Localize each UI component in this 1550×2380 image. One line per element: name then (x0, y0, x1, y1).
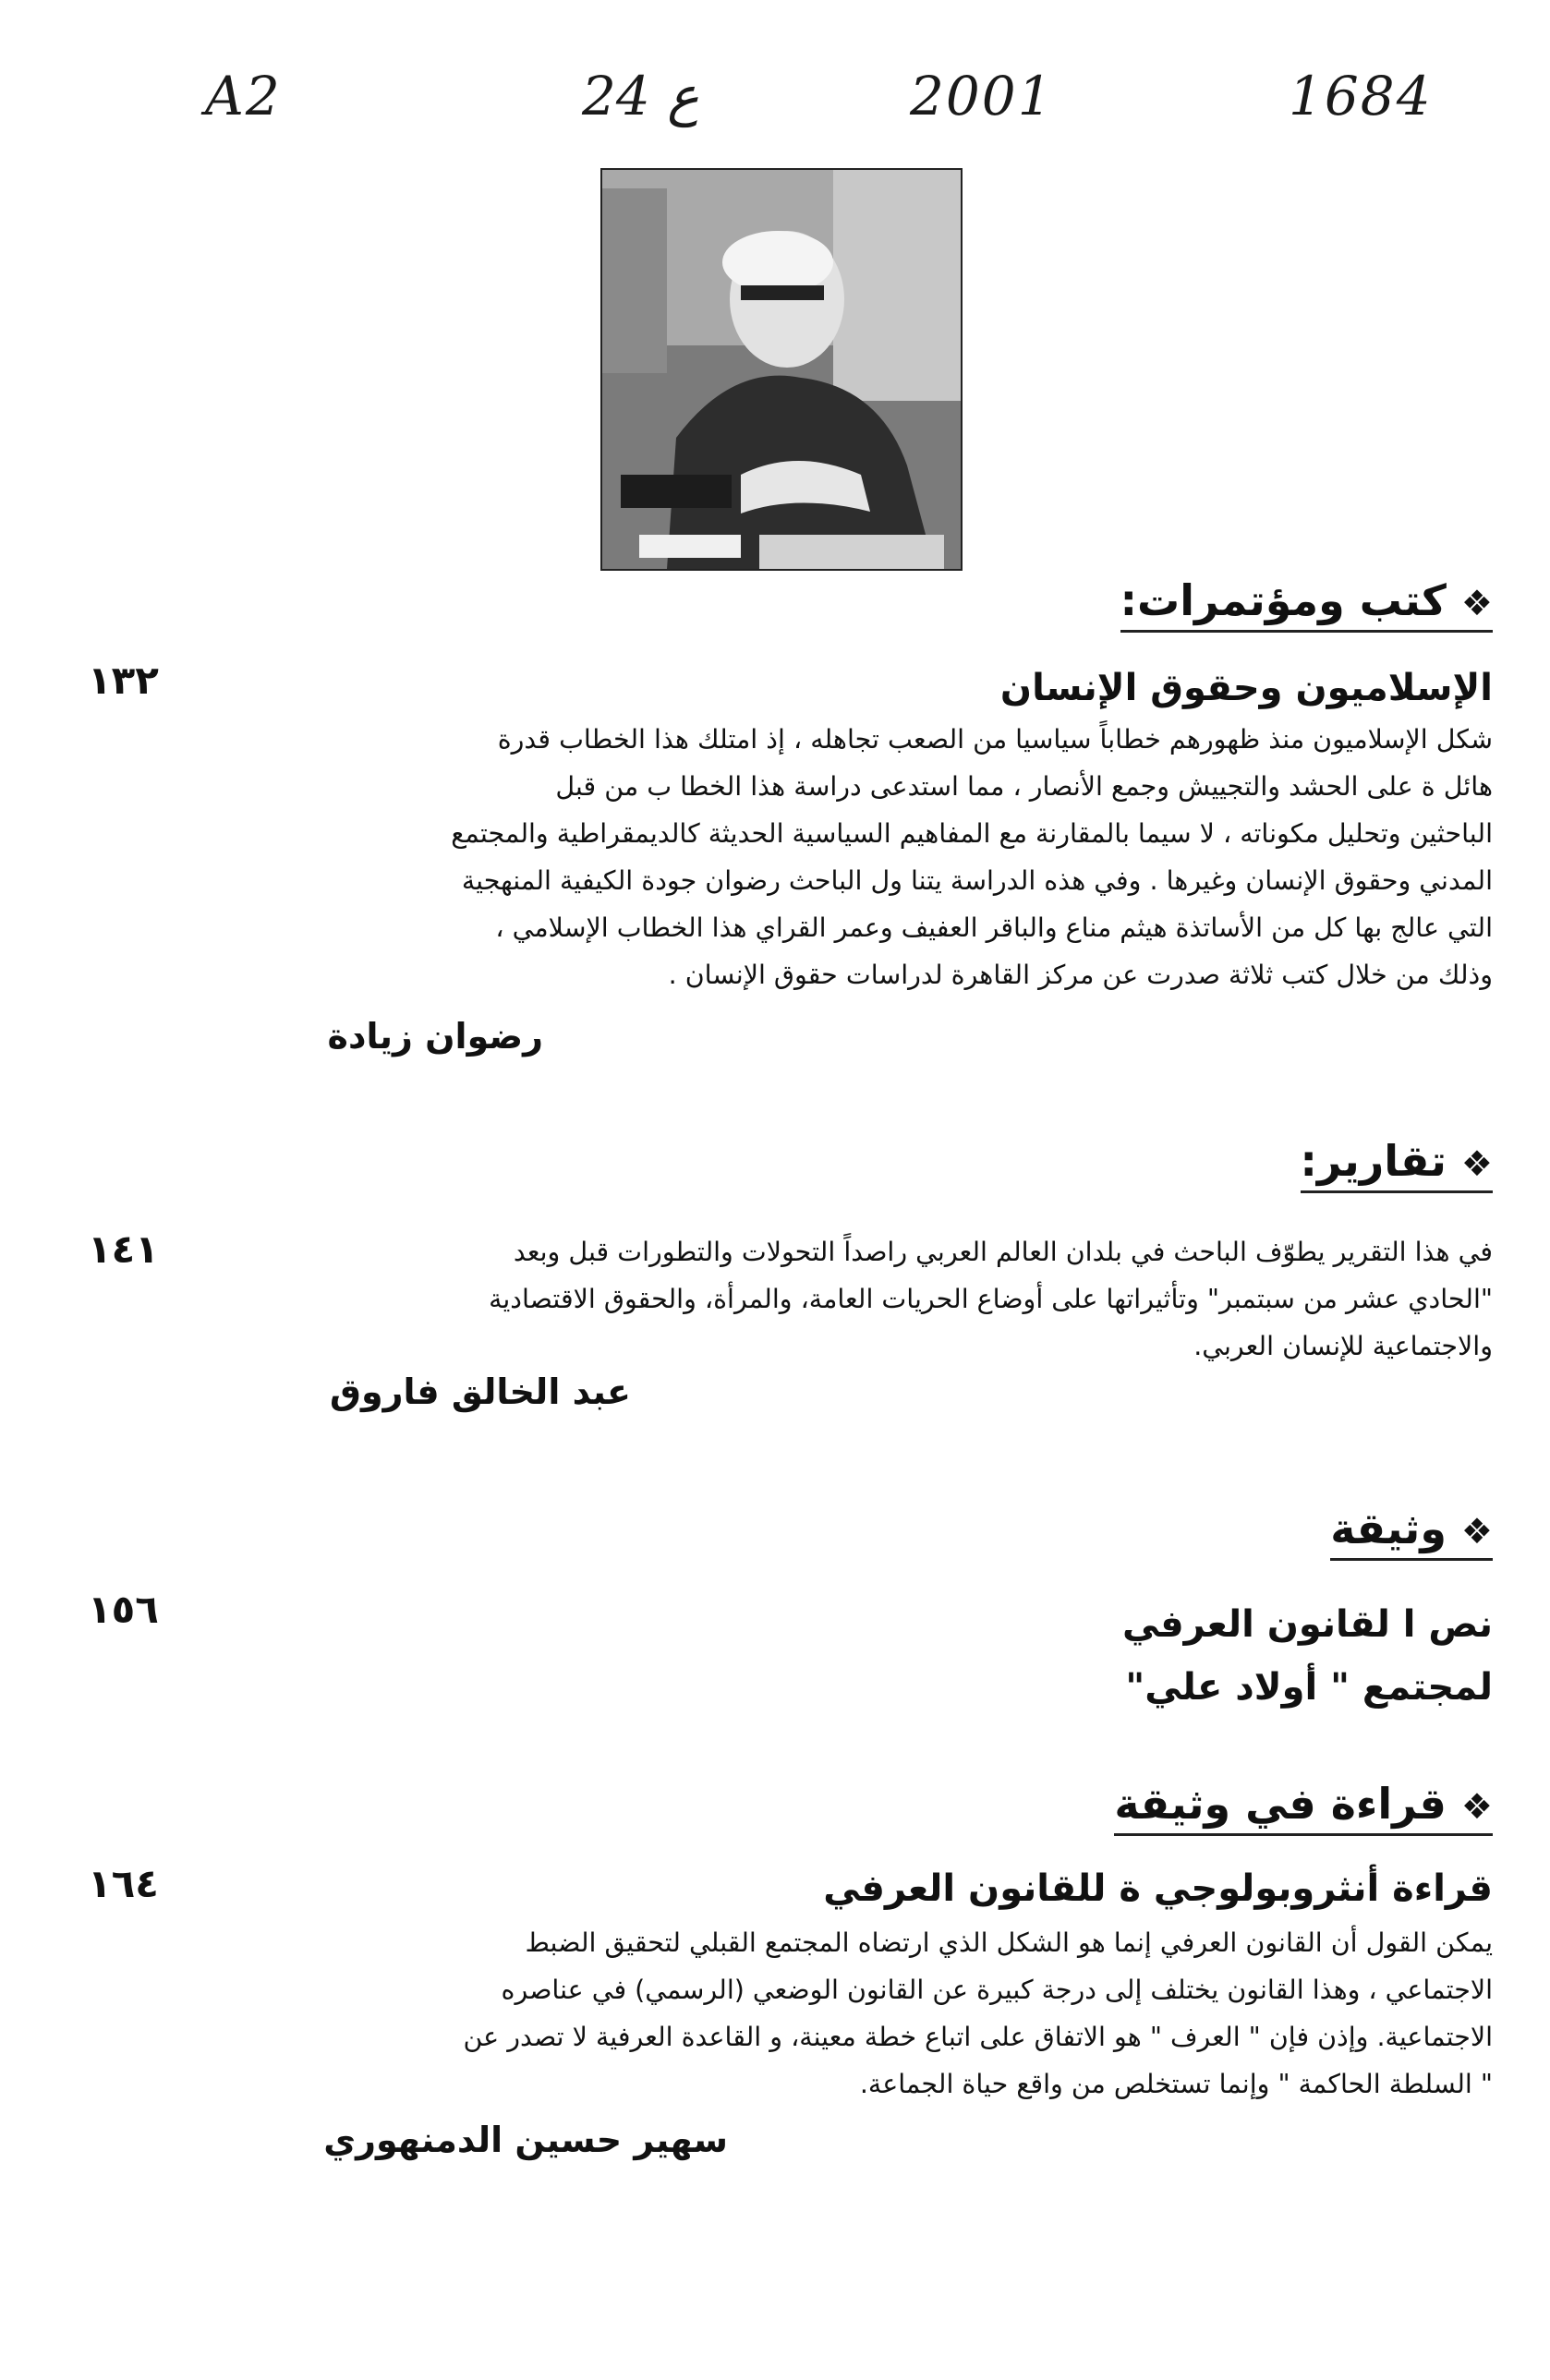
body-line: شكل الإسلاميون منذ ظهورهم خطاباً سياسيا من الصعب تجاهله ، إذ امتلك هذا الخطاب قدرة (497, 724, 1493, 755)
handwritten-mark-a2: A2 (205, 65, 282, 127)
body-line: الباحثين وتحليل مكوناته ، لا سيما بالمقارنة مع المفاهيم السياسية الحديثة كالديمقراطية والمجتمع (451, 818, 1493, 849)
section-heading-document-text: وثيقة (1330, 1504, 1447, 1553)
bullet-icon: ❖ (1460, 1511, 1493, 1552)
body-line: والاجتماعية للإنسان العربي. (1193, 1331, 1493, 1361)
article-title-islamists: الإسلاميون وحقوق الإنسان (999, 667, 1493, 709)
body-line: وذلك من خلال كتب ثلاثة صدرت عن مركز القاهرة لدراسات حقوق الإنسان . (668, 960, 1493, 990)
handwritten-mark-number: 1684 (1289, 65, 1433, 127)
bullet-icon: ❖ (1460, 1786, 1493, 1827)
document-title (1122, 1593, 1493, 1719)
section-heading-reading (1114, 1781, 1493, 1836)
body-line: في هذا التقرير يطوّف الباحث في بلدان العالم العربي راصداً التحولات والتطورات قبل وبعد (513, 1237, 1493, 1267)
body-line: الاجتماعية. وإذن فإن " العرف " هو الاتفاق على اتباع خطة معينة، و القاعدة العرفية لا تصدر عن (463, 2022, 1493, 2052)
section-heading-document (1330, 1505, 1493, 1561)
section-heading-reading-text: قراءة في وثيقة (1114, 1779, 1447, 1829)
handwritten-mark-year: 2001 (910, 65, 1054, 127)
body-line: هائل ة على الحشد والتجييش وجمع الأنصار ، مما استدعى دراسة هذا الخطا ب من قبل (555, 771, 1493, 802)
body-line: التي عالج بها كل من الأساتذة هيثم مناع والباقر العفيف وعمر القراي هذا الخطاب الإسلامي ، (495, 912, 1493, 943)
section-heading-reports-text: تقارير: (1300, 1136, 1447, 1186)
article-title-reading: قراءة أنثروبولوجي ة للقانون العرفي (823, 1867, 1493, 1910)
author-portrait-photo (600, 168, 963, 571)
body-line: " السلطة الحاكمة " وإنما تستخلص من واقع حياة الجماعة. (859, 2069, 1493, 2099)
body-line: "الحادي عشر من سبتمبر" وتأثيراتها على أوضاع الحريات العامة، والمرأة، والحقوق الاقتصادية (489, 1284, 1493, 1314)
document-title-line2: لمجتمع " أولاد علي" (1125, 1666, 1493, 1709)
author-name-reading: سهير حسين الدمنهوري (323, 2120, 728, 2160)
page-number-document: ١٥٦ (88, 1587, 159, 1632)
section-heading-books (1120, 577, 1493, 633)
article-body-reading (338, 1919, 1493, 2108)
body-line: الاجتماعي ، وهذا القانون يختلف إلى درجة كبيرة عن القانون الوضعي (الرسمي) في عناصره (501, 1975, 1493, 2005)
author-name-books: رضوان زيادة (327, 1016, 543, 1057)
section-heading-books-text: كتب ومؤتمرات: (1120, 575, 1447, 625)
section-heading-reports (1301, 1138, 1494, 1193)
body-line: يمكن القول أن القانون العرفي إنما هو الشكل الذي ارتضاه المجتمع القبلي لتحقيق الضبط (525, 1927, 1493, 1958)
article-body-islamists (338, 716, 1493, 998)
bullet-icon: ❖ (1460, 1143, 1493, 1184)
article-body-reports (338, 1228, 1493, 1370)
page-number-books: ١٣٢ (88, 658, 159, 703)
author-name-reports: عبد الخالق فاروق (330, 1371, 631, 1412)
bullet-icon: ❖ (1460, 583, 1493, 623)
body-line: المدني وحقوق الإنسان وغيرها . وفي هذه الدراسة يتنا ول الباحث رضوان جودة الكيفية المنهجية (461, 865, 1493, 896)
page-number-reports: ١٤١ (88, 1226, 159, 1272)
page-number-reading: ١٦٤ (88, 1861, 159, 1906)
document-title-line1: نص ا لقانون العرفي (1122, 1603, 1493, 1646)
handwritten-mark-code: ع 24 (582, 65, 699, 127)
